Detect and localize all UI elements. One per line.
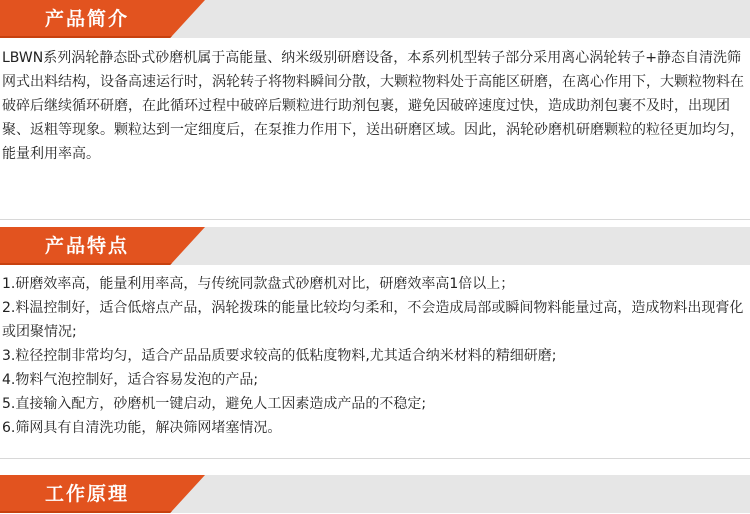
- section-divider: [0, 458, 750, 459]
- intro-content: [2, 46, 748, 166]
- feature-item: 2.料温控制好，适合低熔点产品，涡轮拨珠的能量比较均匀柔和，不会造成局部或瞬间物料能量过高，造成物料出现膏化或团聚情况;: [2, 300, 744, 340]
- feature-item: 1.研磨效率高，能量利用率高，与传统同款盘式砂磨机对比，研磨效率高1倍以上；: [2, 276, 515, 292]
- section-header-intro: [0, 0, 750, 38]
- feature-item: 3.粒径控制非常均匀，适合产品品质要求较高的低粘度物料,尤其适合纳米材料的精细研磨;: [2, 348, 557, 364]
- section-header-principle: [0, 475, 750, 513]
- feature-item: 4.物料气泡控制好，适合容易发泡的产品;: [2, 372, 259, 388]
- section-header-features: [0, 227, 750, 265]
- features-content: [2, 272, 748, 440]
- section-divider: [0, 219, 750, 220]
- intro-paragraph: LBWN系列涡轮静态卧式砂磨机属于高能量、纳米级别研磨设备，本系列机型转子部分采用离心涡轮转子+静态自清洗筛网式出料结构，设备高速运行时，涡轮转子将物料瞬间分散，大颗粒物料处于高能区研磨，在离心作用下，大颗粒物料在破碎后继续循环研磨，在此循环过程中破碎后颗粒进行助剂包裹，避免因破碎速度过快，造成助剂包裹不及时，出现团聚、返粗等现象。颗粒达到一定细度后，在泵推力作用下，送出研磨区域。因此，涡轮砂磨机研磨颗粒的粒径更加均匀，能量利用率高。: [2, 50, 744, 162]
- feature-item: 6.筛网具有自清洗功能，解决筛网堵塞情况。: [2, 420, 282, 436]
- section-title-features: 产品特点: [45, 235, 130, 257]
- feature-item: 5.直接输入配方，砂磨机一键启动，避免人工因素造成产品的不稳定;: [2, 396, 427, 412]
- section-title-principle: 工作原理: [45, 483, 130, 505]
- feature-list: [2, 272, 748, 440]
- section-title-intro: 产品简介: [45, 8, 130, 30]
